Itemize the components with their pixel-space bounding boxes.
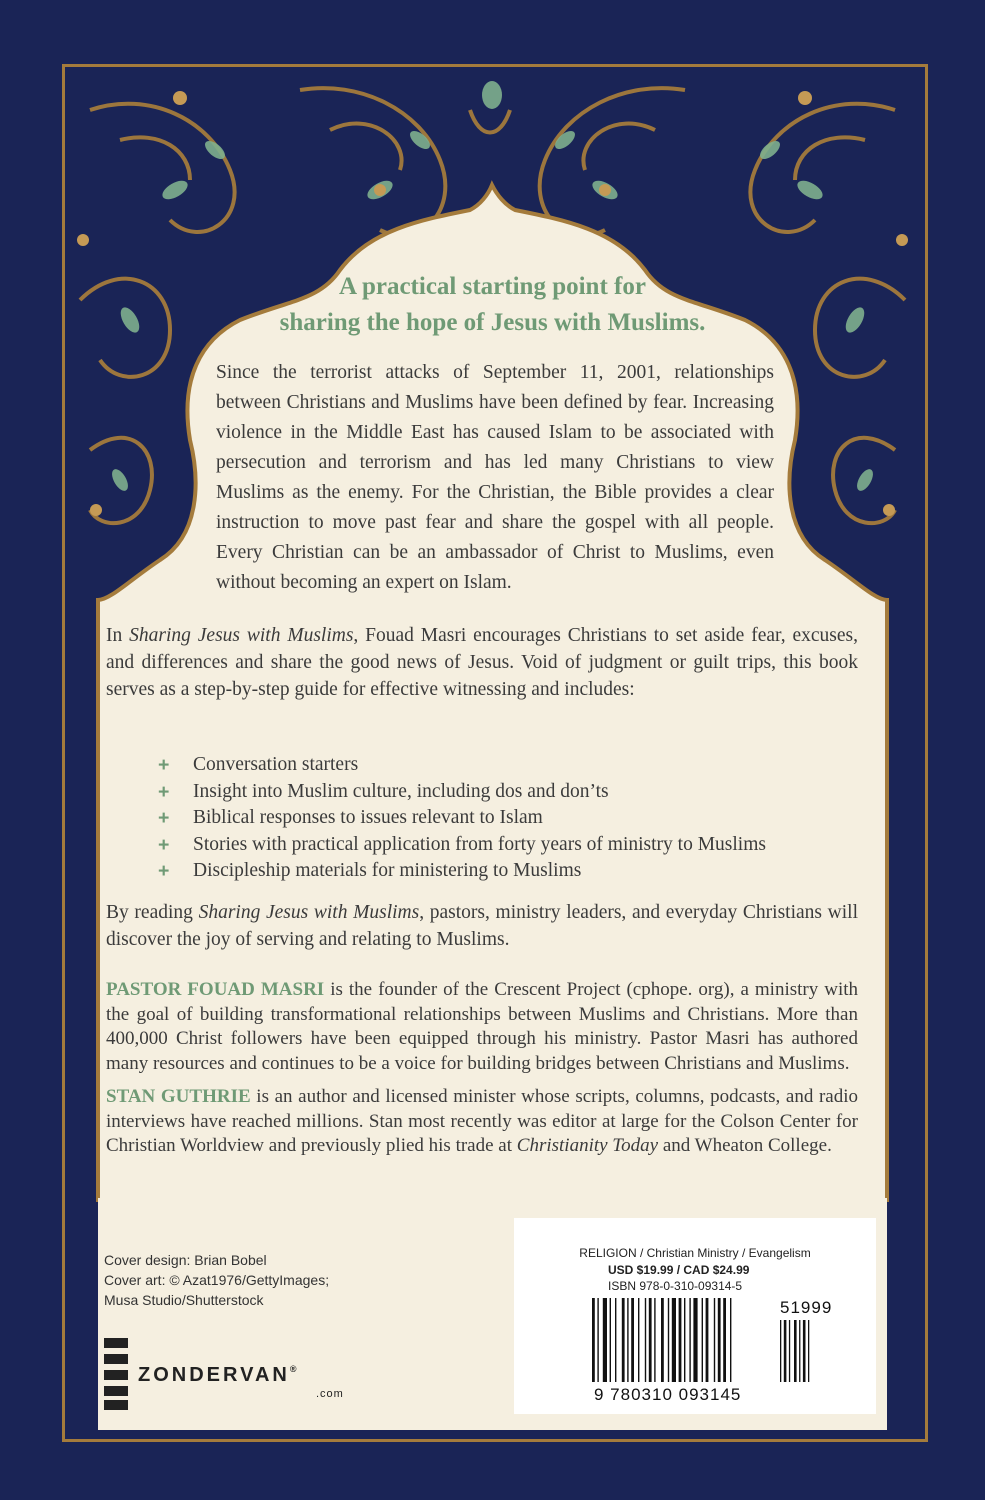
closing-paragraph (106, 899, 858, 953)
barcode-bar (706, 1298, 709, 1382)
addon-bar (808, 1320, 809, 1382)
list-item (158, 832, 858, 859)
barcode-bar (702, 1298, 703, 1382)
barcode-bar (627, 1298, 628, 1382)
includes-list (158, 752, 858, 885)
list-item-text: Stories with practical application from forty years of ministry to Muslims (193, 833, 766, 855)
credit-art: Cover art: © Azat1976/GettyImages; (104, 1272, 330, 1288)
bisac-category: RELIGION / Christian Ministry / Evangelism (579, 1246, 811, 1260)
addon-bar (789, 1320, 790, 1382)
summary-after: , Fouad Masri encourages Christians to set aside fear, excuses, and differences and share the good news of Jesus. Void of judgment or guilt trips, this book serves as a step-by-step guide for effective witnessing and includes: (106, 625, 858, 700)
barcode-addon-number: 51999 (780, 1298, 833, 1317)
barcode-bar (714, 1298, 715, 1382)
barcode-bar (661, 1298, 664, 1382)
tagline-line2: sharing the hope of Jesus with Muslims. (279, 309, 706, 336)
author-bio-text: is an author and licensed minister whose scripts, columns, podcasts, and radio interviews have reached millions. Stan most recently was editor at large for the Colson Center for Christian Worldview and previously plied his trade at (106, 1086, 859, 1156)
list-item (158, 805, 858, 832)
author-bio-text: is the founder of the Crescent Project (cphope. org), a ministry with the goal of building transformational relationships between Muslims and Christians. More than 400,000 Christ followers have been equipped through his ministry. Pastor Masri has authored many resources and continues to be a voice for building bridges between Christians and Muslims. (106, 979, 859, 1074)
barcode-bar (645, 1298, 646, 1382)
barcode-bar (603, 1298, 607, 1382)
closing-title: Sharing Jesus with Muslims (198, 902, 420, 923)
summary-paragraph (106, 622, 858, 703)
author-bio-masri (106, 978, 858, 1076)
barcode-bar (597, 1298, 598, 1382)
publisher-domain: .com (316, 1388, 344, 1400)
intro-paragraph: Since the terrorist attacks of September 11, 2001, relationships between Christians and Muslims have been defined by fear. Increasing violence in the Middle East has caused Islam to be associated with persecution and terrorism and has led many Christians to view Muslims as the enemy. For the Christian, the Bible provides a clear instruction to move past fear and share the gospel with all people. Every Christian can be an ambassador of Christ to Muslims, even without becoming an expert on Islam. (216, 362, 774, 593)
author-name: STAN GUTHRIE (106, 1086, 251, 1107)
publisher-name: ZONDERVAN® (138, 1364, 300, 1386)
barcode-bar (689, 1298, 690, 1382)
credit-art-2: Musa Studio/Shutterstock (104, 1292, 264, 1308)
plus-icon: + (158, 833, 170, 856)
cover-credits (104, 1250, 329, 1310)
barcode-bar (672, 1298, 676, 1382)
summary-before: In (106, 625, 130, 646)
isbn: ISBN 978-0-310-09314-5 (608, 1279, 743, 1293)
barcode-bar (654, 1298, 655, 1382)
author-name: PASTOR FOUAD MASRI (106, 979, 325, 1000)
addon-bar (780, 1320, 781, 1382)
list-item (158, 779, 858, 806)
addon-bar (803, 1320, 806, 1382)
list-item (158, 752, 858, 779)
list-item (158, 858, 858, 885)
plus-icon: + (158, 860, 170, 882)
magazine-title: Christianity Today (516, 1135, 659, 1156)
barcode-number: 9 780310 093145 (594, 1385, 742, 1404)
registered-mark: ® (289, 1364, 300, 1374)
plus-icon: + (158, 754, 170, 776)
zondervan-logo-icon (104, 1338, 128, 1410)
closing-after: , pastors, ministry leaders, and everyday Christians will discover the joy of serving and relating to Muslims. (106, 902, 858, 950)
barcode-bar (610, 1298, 611, 1382)
addon-bar (794, 1320, 797, 1382)
list-item-text: Discipleship materials for ministering to Muslims (193, 860, 582, 881)
addon-bar (784, 1320, 787, 1382)
price: USD $19.99 / CAD $24.99 (608, 1263, 750, 1277)
barcode-bar (723, 1298, 726, 1382)
barcode-bar (693, 1298, 697, 1382)
barcode-bar (718, 1298, 721, 1382)
summary-title: Sharing Jesus with Muslims (129, 625, 354, 646)
barcode-bar (679, 1298, 682, 1382)
addon-bar (799, 1320, 800, 1382)
list-item-text: Conversation starters (193, 754, 359, 775)
barcode-bar (638, 1298, 639, 1382)
author-bio-end: and Wheaton College. (658, 1135, 832, 1156)
plus-icon: + (158, 780, 170, 803)
barcode-bar (668, 1298, 669, 1382)
tagline-line1: A practical starting point for (339, 273, 646, 300)
barcode-bar (684, 1298, 685, 1382)
publisher-logo (104, 1334, 364, 1414)
tagline (200, 269, 785, 341)
barcode-bar (649, 1298, 652, 1382)
barcode-bar (730, 1298, 731, 1382)
list-item-text: Biblical responses to issues relevant to Islam (193, 807, 543, 828)
barcode-bar (631, 1298, 634, 1382)
author-bio-guthrie (106, 1085, 858, 1159)
closing-before: By reading (106, 902, 199, 923)
plus-icon: + (158, 807, 170, 829)
barcode-bar (622, 1298, 625, 1382)
list-item-text: Insight into Muslim culture, including dos and don’ts (193, 780, 609, 802)
barcode-bar (615, 1298, 616, 1382)
barcode-box (514, 1218, 876, 1414)
credit-design: Cover design: Brian Bobel (104, 1252, 267, 1268)
barcode-bar (592, 1298, 595, 1382)
